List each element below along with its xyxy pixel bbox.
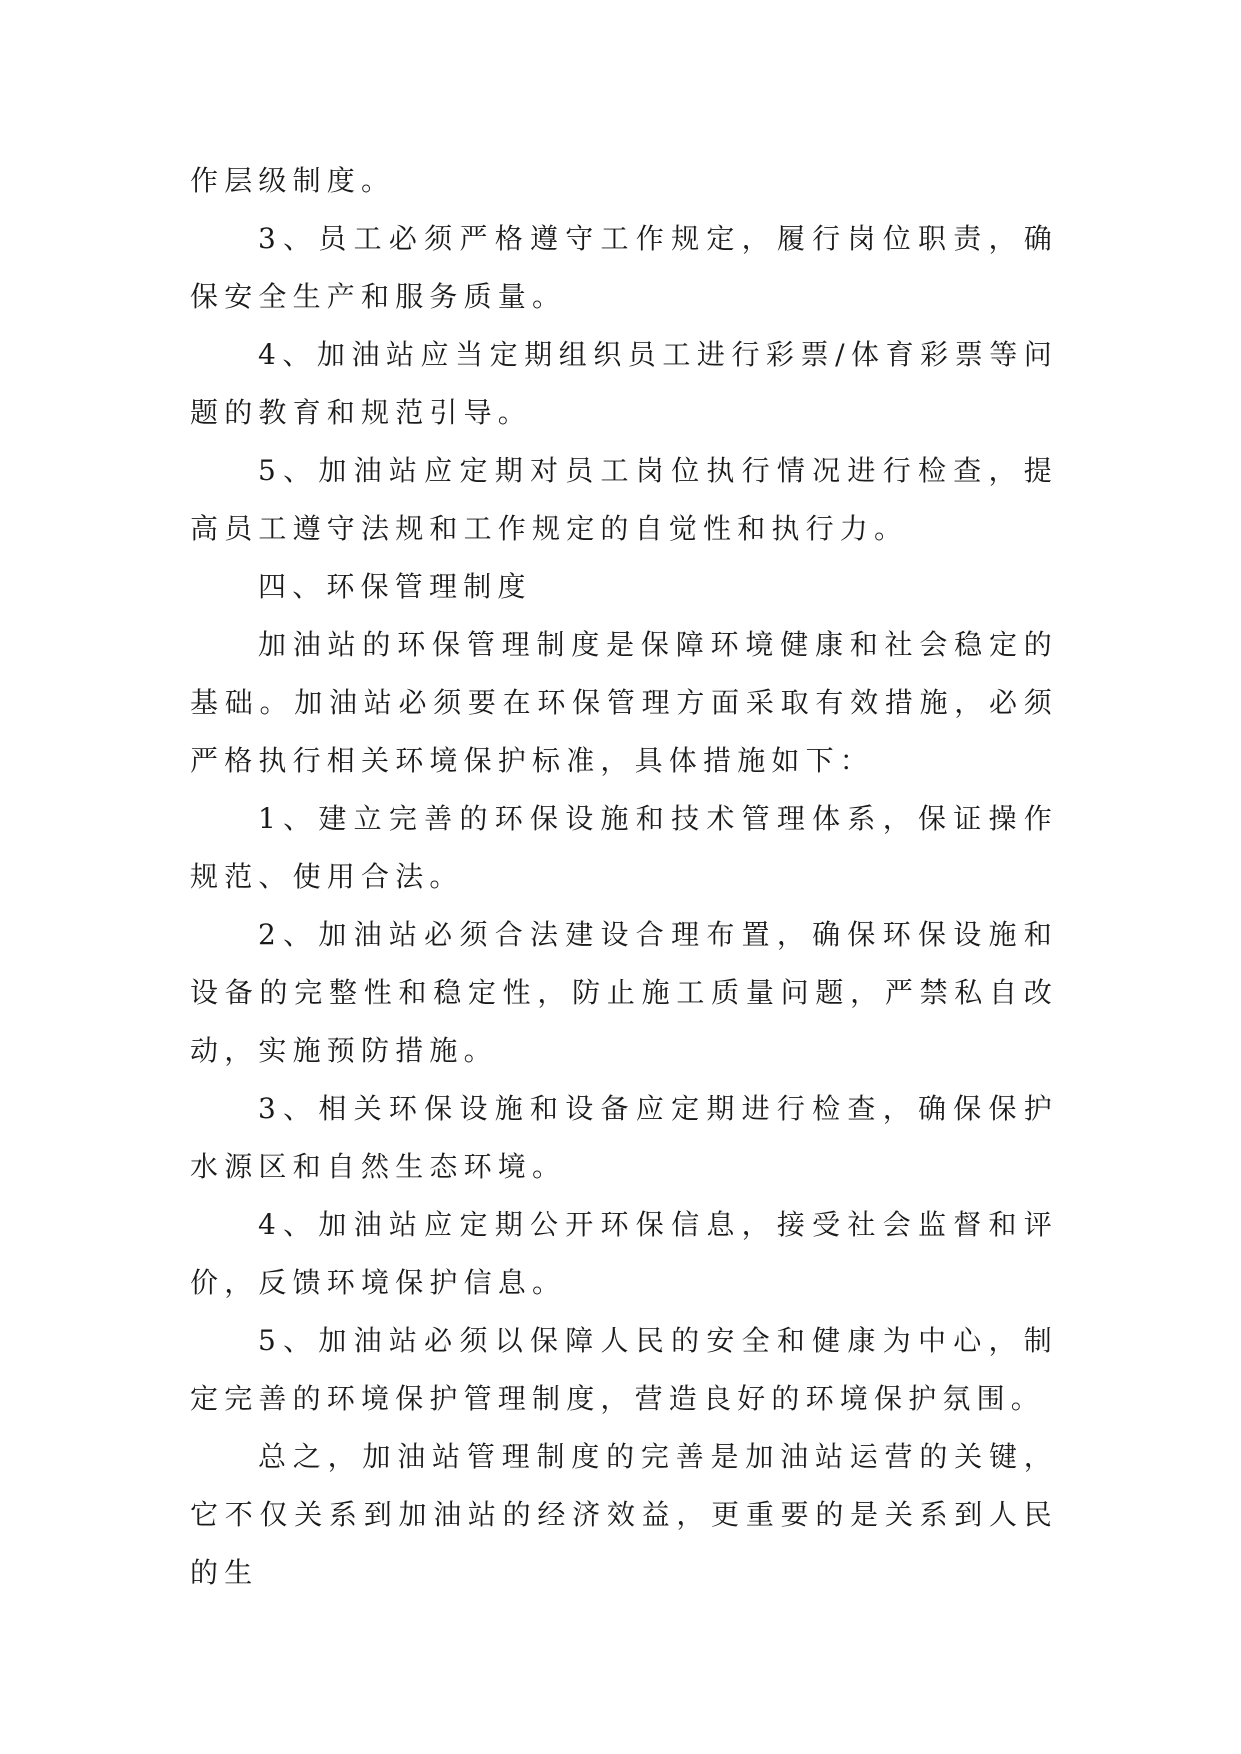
paragraph-item-3: 3、员工必须严格遵守工作规定，履行岗位职责，确保安全生产和服务质量。 [190, 222, 1058, 313]
paragraph-env-item-1: 1、建立完善的环保设施和技术管理体系，保证操作规范、使用合法。 [190, 802, 1058, 893]
paragraph-env-item-2: 2、加油站必须合法建设合理布置，确保环保设施和设备的完整性和稳定性，防止施工质量问题，严禁私自改动，实施预防措施。 [190, 918, 1058, 1067]
paragraph-conclusion: 总之，加油站管理制度的完善是加油站运营的关键，它不仅关系到加油站的经济效益，更重要的是关系到人民的生 [190, 1440, 1058, 1589]
paragraph-env-item-4: 4、加油站应定期公开环保信息，接受社会监督和评价，反馈环境保护信息。 [190, 1208, 1058, 1299]
section-heading-environmental: 四、环保管理制度 [258, 570, 532, 603]
document-body [190, 152, 1058, 1602]
paragraph-env-item-5: 5、加油站必须以保障人民的安全和健康为中心，制定完善的环境保护管理制度，营造良好的环境保护氛围。 [190, 1324, 1058, 1415]
paragraph-item-4: 4、加油站应当定期组织员工进行彩票/体育彩票等问题的教育和规范引导。 [190, 338, 1058, 429]
paragraph-env-item-3: 3、相关环保设施和设备应定期进行检查，确保保护水源区和自然生态环境。 [190, 1092, 1058, 1183]
paragraph-env-intro: 加油站的环保管理制度是保障环境健康和社会稳定的基础。加油站必须要在环保管理方面采取有效措施，必须严格执行相关环境保护标准，具体措施如下： [190, 628, 1058, 777]
paragraph-continuation: 作层级制度。 [190, 164, 396, 197]
paragraph-item-5: 5、加油站应定期对员工岗位执行情况进行检查，提高员工遵守法规和工作规定的自觉性和执行力。 [190, 454, 1058, 545]
